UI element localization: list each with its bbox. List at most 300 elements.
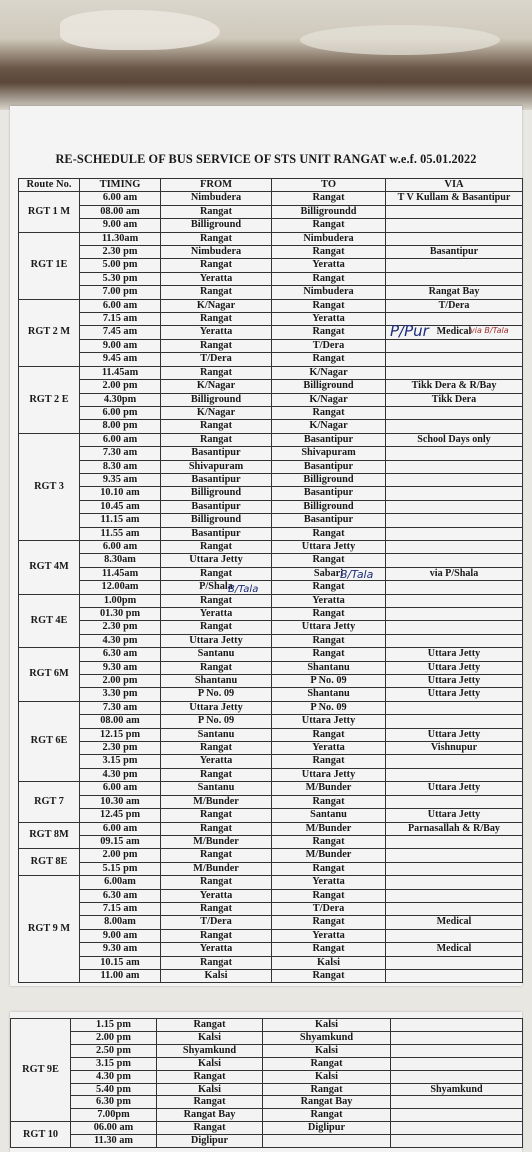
- via-cell: [386, 366, 523, 379]
- table-row: [19, 527, 523, 540]
- from-cell: Rangat: [161, 594, 272, 607]
- to-cell: Rangat: [263, 1083, 391, 1096]
- via-cell: Tikk Dera & R/Bay: [386, 380, 523, 393]
- timing-cell: 4.30pm: [80, 393, 161, 406]
- to-cell: Basantipur: [272, 487, 386, 500]
- timing-cell: 8.30 am: [80, 460, 161, 473]
- via-cell: Vishnupur: [386, 742, 523, 755]
- table-row: [19, 835, 523, 848]
- to-cell: Shyamkund: [263, 1031, 391, 1044]
- to-cell: Rangat: [263, 1057, 391, 1070]
- to-cell: Rangat: [272, 299, 386, 312]
- to-cell: Rangat: [272, 527, 386, 540]
- table-row: [19, 232, 523, 245]
- to-cell: Rangat: [272, 192, 386, 205]
- timing-cell: 12.15 pm: [80, 728, 161, 741]
- header-timing: TIMING: [80, 179, 161, 192]
- via-cell: [391, 1044, 523, 1057]
- timing-cell: 1.00pm: [80, 594, 161, 607]
- route-cell: RGT 8M: [19, 822, 80, 849]
- to-cell: Rangat: [272, 969, 386, 982]
- to-cell: Yeratta: [272, 876, 386, 889]
- from-cell: P/Shala: [161, 581, 272, 594]
- from-cell: Santanu: [161, 728, 272, 741]
- timing-cell: 7.15 am: [80, 902, 161, 915]
- to-cell: Rangat: [272, 889, 386, 902]
- from-cell: Rangat: [157, 1070, 263, 1083]
- via-cell: [386, 232, 523, 245]
- table-row: [11, 1083, 523, 1096]
- handwritten-sabari-note: B/Tala: [340, 568, 374, 581]
- to-cell: Rangat: [263, 1109, 391, 1122]
- from-cell: Yeratta: [161, 272, 272, 285]
- route-cell: RGT 1E: [19, 232, 80, 299]
- to-cell: Rangat: [272, 835, 386, 848]
- from-cell: Rangat: [161, 567, 272, 580]
- timing-cell: 08.00 am: [80, 205, 161, 218]
- table-row: [19, 286, 523, 299]
- to-cell: Rangat: [272, 943, 386, 956]
- table-row: [19, 447, 523, 460]
- to-cell: Rangat Bay: [263, 1096, 391, 1109]
- table-row: [19, 889, 523, 902]
- timing-cell: 11.15 am: [80, 514, 161, 527]
- via-cell: T/Dera: [386, 299, 523, 312]
- via-cell: Parnasallah & R/Bay: [386, 822, 523, 835]
- route-cell: RGT 1 M: [19, 192, 80, 232]
- from-cell: Rangat: [157, 1019, 263, 1032]
- timing-cell: 6.00 am: [80, 192, 161, 205]
- timing-cell: 12.45 pm: [80, 809, 161, 822]
- from-cell: Kalsi: [157, 1031, 263, 1044]
- from-cell: Uttara Jetty: [161, 634, 272, 647]
- handwritten-btala: B/Tala: [228, 584, 259, 595]
- via-cell: [386, 889, 523, 902]
- table-row: [19, 768, 523, 781]
- timing-cell: 10.10 am: [80, 487, 161, 500]
- from-cell: Rangat: [161, 809, 272, 822]
- timing-cell: 5.00 pm: [80, 259, 161, 272]
- to-cell: Rangat: [272, 272, 386, 285]
- from-cell: T/Dera: [161, 916, 272, 929]
- timing-cell: 10.45 am: [80, 500, 161, 513]
- timing-cell: 9.30 am: [80, 943, 161, 956]
- table-row: [19, 339, 523, 352]
- from-cell: Nimbudera: [161, 246, 272, 259]
- to-cell: Billiground: [272, 473, 386, 486]
- table-row: [19, 192, 523, 205]
- table-row: [19, 795, 523, 808]
- table-row: [19, 554, 523, 567]
- route-cell: RGT 2 E: [19, 366, 80, 433]
- to-cell: Kalsi: [263, 1044, 391, 1057]
- to-cell: [263, 1135, 391, 1148]
- timing-cell: 1.15 pm: [71, 1019, 157, 1032]
- from-cell: Rangat: [161, 661, 272, 674]
- route-cell: RGT 2 M: [19, 299, 80, 366]
- timing-cell: 9.00 am: [80, 929, 161, 942]
- timing-cell: 06.00 am: [71, 1122, 157, 1135]
- table-row: [19, 272, 523, 285]
- to-cell: Rangat: [272, 554, 386, 567]
- route-cell: RGT 10: [11, 1122, 71, 1148]
- timing-cell: 6.30 am: [80, 648, 161, 661]
- via-cell: [386, 460, 523, 473]
- table-row: [19, 661, 523, 674]
- via-cell: [386, 259, 523, 272]
- timing-cell: 6.00 am: [80, 299, 161, 312]
- table-row: [19, 929, 523, 942]
- timing-cell: 6.30 am: [80, 889, 161, 902]
- from-cell: Rangat: [161, 876, 272, 889]
- wall-patch: [300, 25, 500, 55]
- from-cell: Kalsi: [157, 1057, 263, 1070]
- route-cell: RGT 9 M: [19, 876, 80, 983]
- via-cell: [386, 634, 523, 647]
- timing-cell: 2.00 pm: [80, 380, 161, 393]
- via-cell: [386, 420, 523, 433]
- from-cell: Rangat: [157, 1096, 263, 1109]
- table-row: [19, 728, 523, 741]
- via-cell: [386, 339, 523, 352]
- from-cell: Diglipur: [157, 1135, 263, 1148]
- timing-cell: 3.30 pm: [80, 688, 161, 701]
- from-cell: K/Nagar: [161, 299, 272, 312]
- to-cell: Yeratta: [272, 313, 386, 326]
- table-row: [19, 916, 523, 929]
- timing-cell: 8.30am: [80, 554, 161, 567]
- via-cell: Uttara Jetty: [386, 782, 523, 795]
- timing-cell: 2.30 pm: [80, 621, 161, 634]
- from-cell: Billiground: [161, 514, 272, 527]
- from-cell: Kalsi: [161, 969, 272, 982]
- table-row: [11, 1019, 523, 1032]
- timing-cell: 7.45 am: [80, 326, 161, 339]
- header-to: TO: [272, 179, 386, 192]
- to-cell: Rangat: [272, 728, 386, 741]
- table-row: [19, 715, 523, 728]
- to-cell: Shantanu: [272, 688, 386, 701]
- table-row: [19, 742, 523, 755]
- table-row: [11, 1057, 523, 1070]
- table-header-row: [19, 179, 523, 192]
- to-cell: Yeratta: [272, 929, 386, 942]
- to-cell: Uttara Jetty: [272, 540, 386, 553]
- timing-cell: 12.00am: [80, 581, 161, 594]
- timing-cell: 6.00 am: [80, 433, 161, 446]
- timing-cell: 6.00 am: [80, 822, 161, 835]
- from-cell: Rangat: [161, 902, 272, 915]
- via-cell: [391, 1122, 523, 1135]
- to-cell: Yeratta: [272, 594, 386, 607]
- via-cell: [386, 594, 523, 607]
- to-cell: Rangat: [272, 634, 386, 647]
- from-cell: Basantipur: [161, 527, 272, 540]
- from-cell: Rangat: [161, 929, 272, 942]
- via-cell: [386, 608, 523, 621]
- via-cell: [391, 1019, 523, 1032]
- table-row: [19, 406, 523, 419]
- route-cell: RGT 6E: [19, 701, 80, 781]
- timing-cell: 11.30am: [80, 232, 161, 245]
- via-cell: [386, 902, 523, 915]
- table-row: [19, 420, 523, 433]
- via-cell: [386, 487, 523, 500]
- from-cell: Rangat: [161, 956, 272, 969]
- via-cell: [386, 956, 523, 969]
- timing-cell: 11.45am: [80, 567, 161, 580]
- timing-cell: 4.30 pm: [71, 1070, 157, 1083]
- handwritten-medical-note: via B/Tala: [470, 326, 509, 335]
- to-cell: Billiground: [272, 380, 386, 393]
- to-cell: Shantanu: [272, 661, 386, 674]
- via-cell: [386, 768, 523, 781]
- timing-cell: 7.15 am: [80, 313, 161, 326]
- timing-cell: 2.00 pm: [71, 1031, 157, 1044]
- from-cell: Rangat: [161, 742, 272, 755]
- timing-cell: 8.00am: [80, 916, 161, 929]
- via-cell: Medical: [386, 326, 523, 339]
- from-cell: Rangat Bay: [157, 1109, 263, 1122]
- to-cell: Rangat: [272, 219, 386, 232]
- to-cell: Rangat: [272, 326, 386, 339]
- from-cell: Rangat: [161, 621, 272, 634]
- to-cell: Santanu: [272, 809, 386, 822]
- via-cell: [386, 473, 523, 486]
- table-row: [11, 1109, 523, 1122]
- to-cell: Uttara Jetty: [272, 768, 386, 781]
- to-cell: T/Dera: [272, 902, 386, 915]
- to-cell: Nimbudera: [272, 286, 386, 299]
- schedule-table: [18, 178, 523, 983]
- table-row: [19, 701, 523, 714]
- to-cell: M/Bunder: [272, 849, 386, 862]
- timing-cell: 9.00 am: [80, 339, 161, 352]
- timing-cell: 9.30 am: [80, 661, 161, 674]
- via-cell: via P/Shala: [386, 567, 523, 580]
- table-row: [19, 460, 523, 473]
- timing-cell: 7.00pm: [71, 1109, 157, 1122]
- table-row: [19, 433, 523, 446]
- table-row: [19, 487, 523, 500]
- to-cell: P No. 09: [272, 675, 386, 688]
- to-cell: Uttara Jetty: [272, 715, 386, 728]
- table-row: [19, 809, 523, 822]
- to-cell: Yeratta: [272, 742, 386, 755]
- to-cell: P No. 09: [272, 701, 386, 714]
- table-row: [19, 500, 523, 513]
- from-cell: P No. 09: [161, 688, 272, 701]
- table-row: [19, 473, 523, 486]
- from-cell: Shyamkund: [157, 1044, 263, 1057]
- via-cell: [386, 969, 523, 982]
- table-row: [11, 1096, 523, 1109]
- to-cell: M/Bunder: [272, 822, 386, 835]
- timing-cell: 9.45 am: [80, 353, 161, 366]
- header-route: Route No.: [19, 179, 80, 192]
- to-cell: Rangat: [272, 608, 386, 621]
- from-cell: Uttara Jetty: [161, 701, 272, 714]
- from-cell: P No. 09: [161, 715, 272, 728]
- timing-cell: 3.15 pm: [80, 755, 161, 768]
- from-cell: Yeratta: [161, 326, 272, 339]
- via-cell: [386, 514, 523, 527]
- header-from: FROM: [161, 179, 272, 192]
- timing-cell: 08.00 am: [80, 715, 161, 728]
- via-cell: Uttara Jetty: [386, 648, 523, 661]
- to-cell: Kalsi: [263, 1070, 391, 1083]
- timing-cell: 01.30 pm: [80, 608, 161, 621]
- table-row: [19, 594, 523, 607]
- route-cell: RGT 6M: [19, 648, 80, 702]
- via-cell: Uttara Jetty: [386, 809, 523, 822]
- table-row: [19, 366, 523, 379]
- timing-cell: 7.30 am: [80, 701, 161, 714]
- from-cell: Rangat: [161, 232, 272, 245]
- timing-cell: 11.30 am: [71, 1135, 157, 1148]
- via-cell: [386, 500, 523, 513]
- from-cell: Uttara Jetty: [161, 554, 272, 567]
- table-row: [19, 259, 523, 272]
- schedule-sheet: [10, 106, 522, 986]
- timing-cell: 4.30 pm: [80, 634, 161, 647]
- timing-cell: 6.00 pm: [80, 406, 161, 419]
- via-cell: [386, 540, 523, 553]
- from-cell: Basantipur: [161, 473, 272, 486]
- table-row: [11, 1044, 523, 1057]
- via-cell: [386, 219, 523, 232]
- wall-patch: [60, 10, 220, 50]
- via-cell: [386, 715, 523, 728]
- table-row: [19, 675, 523, 688]
- to-cell: T/Dera: [272, 339, 386, 352]
- timing-cell: 2.30 pm: [80, 742, 161, 755]
- route-cell: RGT 8E: [19, 849, 80, 876]
- table-row: [19, 393, 523, 406]
- from-cell: Shantanu: [161, 675, 272, 688]
- timing-cell: 3.15 pm: [71, 1057, 157, 1070]
- to-cell: K/Nagar: [272, 366, 386, 379]
- to-cell: Basantipur: [272, 514, 386, 527]
- from-cell: T/Dera: [161, 353, 272, 366]
- via-cell: [386, 849, 523, 862]
- table-row: [19, 902, 523, 915]
- timing-cell: 10.30 am: [80, 795, 161, 808]
- via-cell: [391, 1031, 523, 1044]
- to-cell: Nimbudera: [272, 232, 386, 245]
- from-cell: Rangat: [161, 205, 272, 218]
- table-row: [19, 688, 523, 701]
- table-row: [19, 205, 523, 218]
- timing-cell: 5.40 pm: [71, 1083, 157, 1096]
- via-cell: [386, 755, 523, 768]
- table-row: [11, 1070, 523, 1083]
- to-cell: Rangat: [272, 246, 386, 259]
- from-cell: Rangat: [161, 768, 272, 781]
- header-via: VIA: [386, 179, 523, 192]
- from-cell: Billiground: [161, 393, 272, 406]
- to-cell: Rangat: [272, 916, 386, 929]
- schedule-table-continued: [10, 1018, 523, 1148]
- table-row: [11, 1122, 523, 1135]
- from-cell: Rangat: [157, 1122, 263, 1135]
- table-row: [19, 581, 523, 594]
- to-cell: Rangat: [272, 755, 386, 768]
- table-row: [19, 943, 523, 956]
- from-cell: K/Nagar: [161, 380, 272, 393]
- from-cell: Rangat: [161, 420, 272, 433]
- from-cell: Rangat: [161, 849, 272, 862]
- from-cell: Santanu: [161, 782, 272, 795]
- from-cell: Rangat: [161, 339, 272, 352]
- from-cell: Rangat: [161, 286, 272, 299]
- via-cell: [386, 527, 523, 540]
- to-cell: M/Bunder: [272, 782, 386, 795]
- table-row: [19, 621, 523, 634]
- via-cell: [386, 795, 523, 808]
- to-cell: Basantipur: [272, 433, 386, 446]
- to-cell: Shivapuram: [272, 447, 386, 460]
- table-row: [19, 353, 523, 366]
- from-cell: Rangat: [161, 259, 272, 272]
- from-cell: Rangat: [161, 433, 272, 446]
- table-row: [19, 849, 523, 862]
- table-row: [19, 755, 523, 768]
- via-cell: School Days only: [386, 433, 523, 446]
- via-cell: [386, 835, 523, 848]
- to-cell: Billiground: [272, 500, 386, 513]
- via-cell: [386, 447, 523, 460]
- from-cell: Billiground: [161, 487, 272, 500]
- via-cell: [386, 406, 523, 419]
- to-cell: Basantipur: [272, 460, 386, 473]
- from-cell: Rangat: [161, 822, 272, 835]
- from-cell: Yeratta: [161, 943, 272, 956]
- timing-cell: 5.30 pm: [80, 272, 161, 285]
- table-row: [19, 956, 523, 969]
- from-cell: Santanu: [161, 648, 272, 661]
- timing-cell: 6.30 pm: [71, 1096, 157, 1109]
- to-cell: Yeratta: [272, 259, 386, 272]
- table-row: [11, 1031, 523, 1044]
- route-cell: RGT 4M: [19, 540, 80, 594]
- from-cell: Yeratta: [161, 755, 272, 768]
- to-cell: Rangat: [272, 581, 386, 594]
- timing-cell: 8.00 pm: [80, 420, 161, 433]
- from-cell: K/Nagar: [161, 406, 272, 419]
- from-cell: M/Bunder: [161, 835, 272, 848]
- via-cell: [386, 205, 523, 218]
- route-cell: RGT 4E: [19, 594, 80, 648]
- from-cell: Yeratta: [161, 608, 272, 621]
- table-row: [19, 862, 523, 875]
- table-row: [19, 634, 523, 647]
- to-cell: Rangat: [272, 862, 386, 875]
- via-cell: [386, 272, 523, 285]
- via-cell: [391, 1109, 523, 1122]
- timing-cell: 11.45am: [80, 366, 161, 379]
- via-cell: Medical: [386, 916, 523, 929]
- from-cell: Basantipur: [161, 447, 272, 460]
- timing-cell: 11.55 am: [80, 527, 161, 540]
- from-cell: Rangat: [161, 540, 272, 553]
- to-cell: Rangat: [272, 648, 386, 661]
- from-cell: Kalsi: [157, 1083, 263, 1096]
- to-cell: Diglipur: [263, 1122, 391, 1135]
- via-cell: Uttara Jetty: [386, 675, 523, 688]
- timing-cell: 4.30 pm: [80, 768, 161, 781]
- via-cell: T V Kullam & Basantipur: [386, 192, 523, 205]
